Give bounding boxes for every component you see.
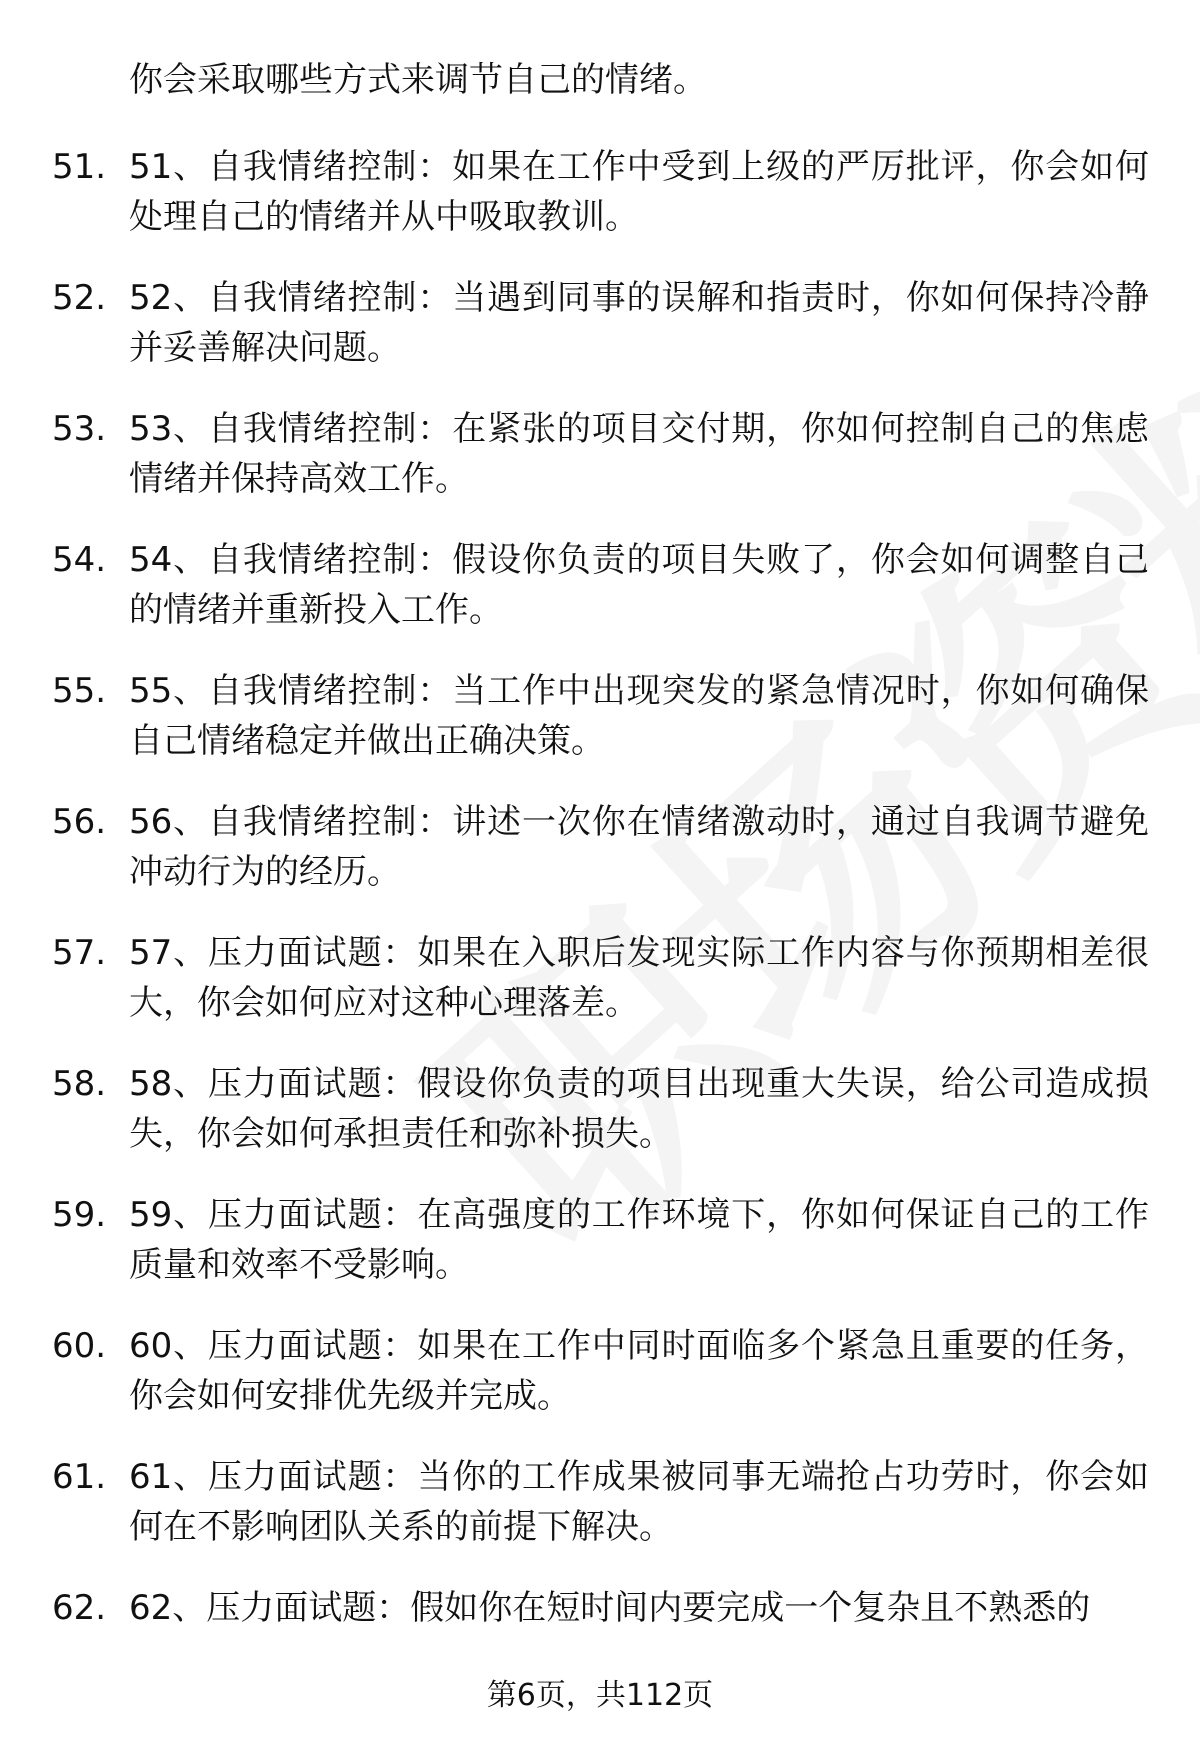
item-text: 56、自我情绪控制：讲述一次你在情绪激动时，通过自我调节避免冲动行为的经历。 [129, 802, 1149, 892]
item-number: 56. [52, 802, 107, 842]
item-number: 53. [52, 409, 107, 449]
list-item [0, 404, 1200, 535]
list-item [0, 1321, 1200, 1452]
list-item [0, 1452, 1200, 1583]
question-list [0, 142, 1200, 1714]
item-text: 52、自我情绪控制：当遇到同事的误解和指责时，你如何保持冷静并妥善解决问题。 [129, 278, 1149, 368]
item-number: 55. [52, 671, 107, 711]
item-number: 60. [52, 1326, 107, 1366]
item-text: 62、压力面试题：假如你在短时间内要完成一个复杂且不熟悉的 [129, 1588, 1091, 1628]
list-item [0, 928, 1200, 1059]
item-text: 51、自我情绪控制：如果在工作中受到上级的严厉批评，你会如何处理自己的情绪并从中吸取教训。 [129, 147, 1149, 237]
list-item [0, 1190, 1200, 1321]
list-item [0, 1059, 1200, 1190]
item-number: 54. [52, 540, 107, 580]
item-text: 58、压力面试题：假设你负责的项目出现重大失误，给公司造成损失，你会如何承担责任和弥补损失。 [129, 1064, 1149, 1154]
item-number: 58. [52, 1064, 107, 1104]
item-text: 55、自我情绪控制：当工作中出现突发的紧急情况时，你如何确保自己情绪稳定并做出正确决策。 [129, 671, 1149, 761]
list-item [0, 273, 1200, 404]
list-item [0, 797, 1200, 928]
item-number: 62. [52, 1588, 107, 1628]
item-text: 54、自我情绪控制：假设你负责的项目失败了，你会如何调整自己的情绪并重新投入工作。 [129, 540, 1149, 630]
item-number: 59. [52, 1195, 107, 1235]
item-number: 57. [52, 933, 107, 973]
list-item [0, 142, 1200, 273]
lead-paragraph: 你会采取哪些方式来调节自己的情绪。 [129, 60, 707, 100]
item-number: 61. [52, 1457, 107, 1497]
item-text: 60、压力面试题：如果在工作中同时面临多个紧急且重要的任务，你会如何安排优先级并完成。 [129, 1326, 1149, 1416]
item-number: 52. [52, 278, 107, 318]
item-number: 51. [52, 147, 107, 187]
item-text: 59、压力面试题：在高强度的工作环境下，你如何保证自己的工作质量和效率不受影响。 [129, 1195, 1149, 1285]
list-item [0, 666, 1200, 797]
item-text: 61、压力面试题：当你的工作成果被同事无端抢占功劳时，你会如何在不影响团队关系的前提下解决。 [129, 1457, 1149, 1547]
list-item [0, 535, 1200, 666]
item-text: 53、自我情绪控制：在紧张的项目交付期，你如何控制自己的焦虑情绪并保持高效工作。 [129, 409, 1149, 499]
page-footer: 第6页，共112页 [486, 1678, 714, 1713]
item-text: 57、压力面试题：如果在入职后发现实际工作内容与你预期相差很大，你会如何应对这种心理落差。 [129, 933, 1149, 1023]
